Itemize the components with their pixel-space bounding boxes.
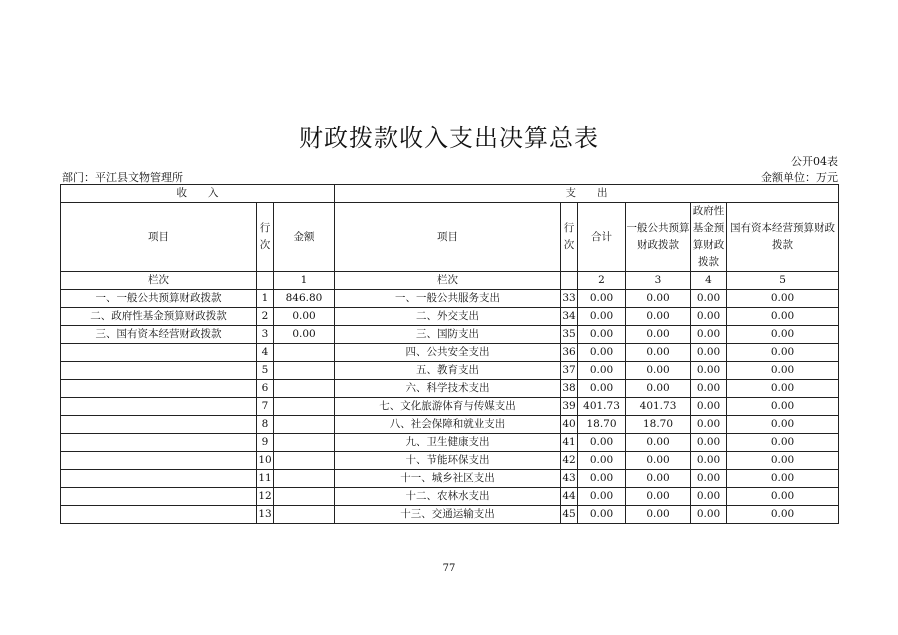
income-line-cell: 12 bbox=[257, 488, 274, 506]
expense-item-cell: 十三、交通运输支出 bbox=[335, 506, 561, 524]
income-amount-cell bbox=[274, 416, 335, 434]
table-row bbox=[61, 470, 839, 488]
state-capital-header: 国有资本经营预算财政拨款 bbox=[727, 203, 839, 272]
state-capital-cell: 0.00 bbox=[727, 506, 839, 524]
expense-item-cell: 十、节能环保支出 bbox=[335, 452, 561, 470]
total-cell: 0.00 bbox=[578, 290, 626, 308]
state-capital-cell: 0.00 bbox=[727, 470, 839, 488]
total-cell: 0.00 bbox=[578, 470, 626, 488]
gov-fund-cell: 0.00 bbox=[691, 344, 727, 362]
income-amount-cell: 0.00 bbox=[274, 308, 335, 326]
department-label: 部门：平江县文物管理所 bbox=[62, 171, 183, 184]
gen-budget-cell: 0.00 bbox=[626, 326, 691, 344]
income-amount-cell bbox=[274, 470, 335, 488]
fiscal-appropriation-table bbox=[60, 184, 839, 524]
state-capital-cell: 0.00 bbox=[727, 362, 839, 380]
income-line-cell: 8 bbox=[257, 416, 274, 434]
state-capital-cell: 0.00 bbox=[727, 488, 839, 506]
gen-budget-cell: 0.00 bbox=[626, 434, 691, 452]
income-amount-header: 金额 bbox=[274, 203, 335, 272]
expense-item-cell: 四、公共安全支出 bbox=[335, 344, 561, 362]
income-line-cell: 5 bbox=[257, 362, 274, 380]
income-item-cell bbox=[61, 434, 257, 452]
gov-fund-cell: 0.00 bbox=[691, 452, 727, 470]
state-capital-cell: 0.00 bbox=[727, 398, 839, 416]
total-cell: 0.00 bbox=[578, 434, 626, 452]
expense-header: 支 出 bbox=[335, 185, 839, 203]
gov-fund-cell: 0.00 bbox=[691, 362, 727, 380]
income-item-cell bbox=[61, 506, 257, 524]
state-capital-cell: 0.00 bbox=[727, 416, 839, 434]
income-line-cell: 7 bbox=[257, 398, 274, 416]
expense-item-cell: 六、科学技术支出 bbox=[335, 380, 561, 398]
table-row bbox=[61, 308, 839, 326]
gov-fund-cell: 0.00 bbox=[691, 506, 727, 524]
income-line-cell: 13 bbox=[257, 506, 274, 524]
income-item-header: 项目 bbox=[61, 203, 257, 272]
income-item-cell bbox=[61, 470, 257, 488]
total-cell: 0.00 bbox=[578, 452, 626, 470]
unit-label: 金额单位：万元 bbox=[761, 171, 838, 184]
state-capital-cell: 0.00 bbox=[727, 344, 839, 362]
column-label: 栏次 bbox=[61, 272, 257, 290]
gov-fund-cell: 0.00 bbox=[691, 290, 727, 308]
state-capital-cell: 0.00 bbox=[727, 452, 839, 470]
expense-line-cell: 40 bbox=[561, 416, 578, 434]
table-row bbox=[61, 290, 839, 308]
col-index-1: 1 bbox=[274, 272, 335, 290]
income-amount-cell bbox=[274, 452, 335, 470]
blank-cell bbox=[561, 272, 578, 290]
state-capital-cell: 0.00 bbox=[727, 308, 839, 326]
table-row bbox=[61, 488, 839, 506]
total-cell: 0.00 bbox=[578, 506, 626, 524]
gen-budget-cell: 0.00 bbox=[626, 380, 691, 398]
income-item-cell bbox=[61, 452, 257, 470]
column-label: 栏次 bbox=[335, 272, 561, 290]
gov-fund-header: 政府性基金预算财政拨款 bbox=[691, 203, 727, 272]
table-row bbox=[61, 506, 839, 524]
table-row bbox=[61, 362, 839, 380]
income-amount-cell bbox=[274, 434, 335, 452]
income-item-cell: 三、国有资本经营财政拨款 bbox=[61, 326, 257, 344]
income-item-cell: 二、政府性基金预算财政拨款 bbox=[61, 308, 257, 326]
gov-fund-cell: 0.00 bbox=[691, 470, 727, 488]
total-cell: 0.00 bbox=[578, 308, 626, 326]
income-amount-cell: 0.00 bbox=[274, 326, 335, 344]
income-amount-cell bbox=[274, 488, 335, 506]
expense-line-cell: 33 bbox=[561, 290, 578, 308]
col-index-4: 4 bbox=[691, 272, 727, 290]
expense-line-cell: 37 bbox=[561, 362, 578, 380]
total-cell: 0.00 bbox=[578, 380, 626, 398]
expense-line-cell: 39 bbox=[561, 398, 578, 416]
income-amount-cell bbox=[274, 398, 335, 416]
income-line-cell: 4 bbox=[257, 344, 274, 362]
income-header: 收 入 bbox=[61, 185, 335, 203]
income-line-cell: 10 bbox=[257, 452, 274, 470]
income-amount-cell bbox=[274, 380, 335, 398]
col-index-2: 2 bbox=[578, 272, 626, 290]
gen-budget-cell: 0.00 bbox=[626, 488, 691, 506]
expense-line-cell: 44 bbox=[561, 488, 578, 506]
expense-line-cell: 36 bbox=[561, 344, 578, 362]
expense-line-header: 行次 bbox=[561, 203, 578, 272]
expense-line-cell: 35 bbox=[561, 326, 578, 344]
total-cell: 0.00 bbox=[578, 362, 626, 380]
expense-line-cell: 41 bbox=[561, 434, 578, 452]
income-item-cell bbox=[61, 488, 257, 506]
income-item-cell: 一、一般公共预算财政拨款 bbox=[61, 290, 257, 308]
expense-line-cell: 42 bbox=[561, 452, 578, 470]
income-line-cell: 6 bbox=[257, 380, 274, 398]
page-number: 77 bbox=[442, 563, 456, 574]
total-cell: 401.73 bbox=[578, 398, 626, 416]
gov-fund-cell: 0.00 bbox=[691, 308, 727, 326]
col-index-5: 5 bbox=[727, 272, 839, 290]
page-title: 财政拨款收入支出决算总表 bbox=[299, 124, 599, 152]
income-item-cell bbox=[61, 362, 257, 380]
gen-budget-cell: 0.00 bbox=[626, 308, 691, 326]
expense-line-cell: 34 bbox=[561, 308, 578, 326]
gen-budget-cell: 18.70 bbox=[626, 416, 691, 434]
expense-item-cell: 二、外交支出 bbox=[335, 308, 561, 326]
income-line-cell: 3 bbox=[257, 326, 274, 344]
income-item-cell bbox=[61, 416, 257, 434]
table-row bbox=[61, 434, 839, 452]
gen-budget-header: 一般公共预算财政拨款 bbox=[626, 203, 691, 272]
gen-budget-cell: 0.00 bbox=[626, 452, 691, 470]
expense-line-cell: 45 bbox=[561, 506, 578, 524]
income-item-cell bbox=[61, 344, 257, 362]
expense-item-cell: 十二、农林水支出 bbox=[335, 488, 561, 506]
blank-cell bbox=[257, 272, 274, 290]
table-row bbox=[61, 452, 839, 470]
expense-item-cell: 七、文化旅游体育与传媒支出 bbox=[335, 398, 561, 416]
income-line-cell: 9 bbox=[257, 434, 274, 452]
expense-item-header: 项目 bbox=[335, 203, 561, 272]
expense-item-cell: 八、社会保障和就业支出 bbox=[335, 416, 561, 434]
expense-item-cell: 五、教育支出 bbox=[335, 362, 561, 380]
income-line-cell: 1 bbox=[257, 290, 274, 308]
gov-fund-cell: 0.00 bbox=[691, 326, 727, 344]
total-cell: 0.00 bbox=[578, 488, 626, 506]
table-row bbox=[61, 326, 839, 344]
gov-fund-cell: 0.00 bbox=[691, 398, 727, 416]
gen-budget-cell: 0.00 bbox=[626, 506, 691, 524]
total-cell: 18.70 bbox=[578, 416, 626, 434]
state-capital-cell: 0.00 bbox=[727, 434, 839, 452]
total-cell: 0.00 bbox=[578, 344, 626, 362]
gen-budget-cell: 401.73 bbox=[626, 398, 691, 416]
income-item-cell bbox=[61, 398, 257, 416]
gen-budget-cell: 0.00 bbox=[626, 344, 691, 362]
income-item-cell bbox=[61, 380, 257, 398]
income-line-header: 行次 bbox=[257, 203, 274, 272]
state-capital-cell: 0.00 bbox=[727, 326, 839, 344]
gen-budget-cell: 0.00 bbox=[626, 362, 691, 380]
gov-fund-cell: 0.00 bbox=[691, 416, 727, 434]
income-amount-cell bbox=[274, 506, 335, 524]
table-row bbox=[61, 344, 839, 362]
col-index-3: 3 bbox=[626, 272, 691, 290]
form-code: 公开04表 bbox=[791, 155, 838, 168]
income-amount-cell bbox=[274, 362, 335, 380]
expense-item-cell: 十一、城乡社区支出 bbox=[335, 470, 561, 488]
expense-line-cell: 38 bbox=[561, 380, 578, 398]
gen-budget-cell: 0.00 bbox=[626, 290, 691, 308]
income-line-cell: 2 bbox=[257, 308, 274, 326]
income-amount-cell: 846.80 bbox=[274, 290, 335, 308]
table-row bbox=[61, 416, 839, 434]
gen-budget-cell: 0.00 bbox=[626, 470, 691, 488]
gov-fund-cell: 0.00 bbox=[691, 434, 727, 452]
gov-fund-cell: 0.00 bbox=[691, 380, 727, 398]
income-amount-cell bbox=[274, 344, 335, 362]
expense-item-cell: 三、国防支出 bbox=[335, 326, 561, 344]
expense-line-cell: 43 bbox=[561, 470, 578, 488]
expense-item-cell: 九、卫生健康支出 bbox=[335, 434, 561, 452]
gov-fund-cell: 0.00 bbox=[691, 488, 727, 506]
table-row bbox=[61, 398, 839, 416]
state-capital-cell: 0.00 bbox=[727, 380, 839, 398]
total-cell: 0.00 bbox=[578, 326, 626, 344]
state-capital-cell: 0.00 bbox=[727, 290, 839, 308]
expense-item-cell: 一、一般公共服务支出 bbox=[335, 290, 561, 308]
total-header: 合计 bbox=[578, 203, 626, 272]
income-line-cell: 11 bbox=[257, 470, 274, 488]
table-row bbox=[61, 380, 839, 398]
